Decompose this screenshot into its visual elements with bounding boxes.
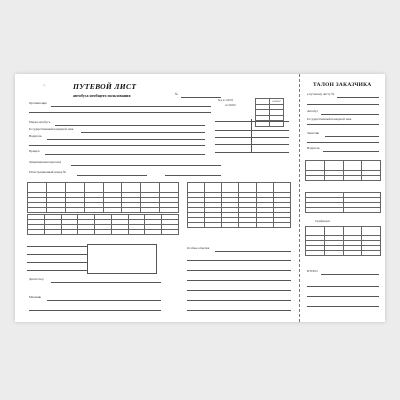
license-label: Лицензионная карточка <box>29 160 62 164</box>
stub-km-table <box>305 192 381 213</box>
waybill-sheet <box>15 74 385 322</box>
plate-label: Государственный номерной знак <box>29 127 74 131</box>
stub-work-table <box>305 160 381 181</box>
mechanic-label: Механик <box>29 295 42 299</box>
stub-customer-label: Заказчик <box>307 131 319 135</box>
stub-total-label: ИТОГО <box>307 269 318 273</box>
okud-label: Код по ОКУД <box>218 99 234 102</box>
stub-bus-label: Автобус <box>307 109 319 113</box>
driver-work-table <box>27 182 179 213</box>
stamp-area: ▭ <box>43 84 46 87</box>
stub-plate-label: Государственный номерной знак <box>307 117 352 121</box>
task-table <box>187 182 291 228</box>
bus-label: Марка автобуса <box>29 120 51 124</box>
form-number-label: № <box>175 92 179 96</box>
marks-box <box>87 244 157 274</box>
form-subtitle: автобуса необщего пользования <box>73 93 131 98</box>
trailer-label: Прицеп <box>29 149 40 153</box>
okpo-label: по ОКПО <box>225 104 236 107</box>
stub-rate-table <box>305 226 381 256</box>
perforation-line <box>299 74 300 322</box>
okud-value: 0345007 <box>270 99 284 105</box>
form-title: ПУТЕВОЙ ЛИСТ <box>73 82 137 91</box>
reg-label: Регистрационный номер № <box>29 170 67 174</box>
stub-title: ТАЛОН ЗАКАЗЧИКА <box>313 82 372 88</box>
driver-label: Водитель <box>29 134 42 138</box>
stub-rate-label: Тарификация <box>315 220 330 223</box>
stub-number-label: к путевому листу № <box>307 92 335 96</box>
code-box <box>255 98 284 127</box>
dispatcher-label: Диспетчер <box>29 277 44 281</box>
stub-driver-label: Водитель <box>307 146 320 150</box>
org-label: Организация <box>29 101 47 105</box>
special-marks-label: Особые отметки <box>187 246 210 250</box>
fuel-table <box>27 214 179 235</box>
